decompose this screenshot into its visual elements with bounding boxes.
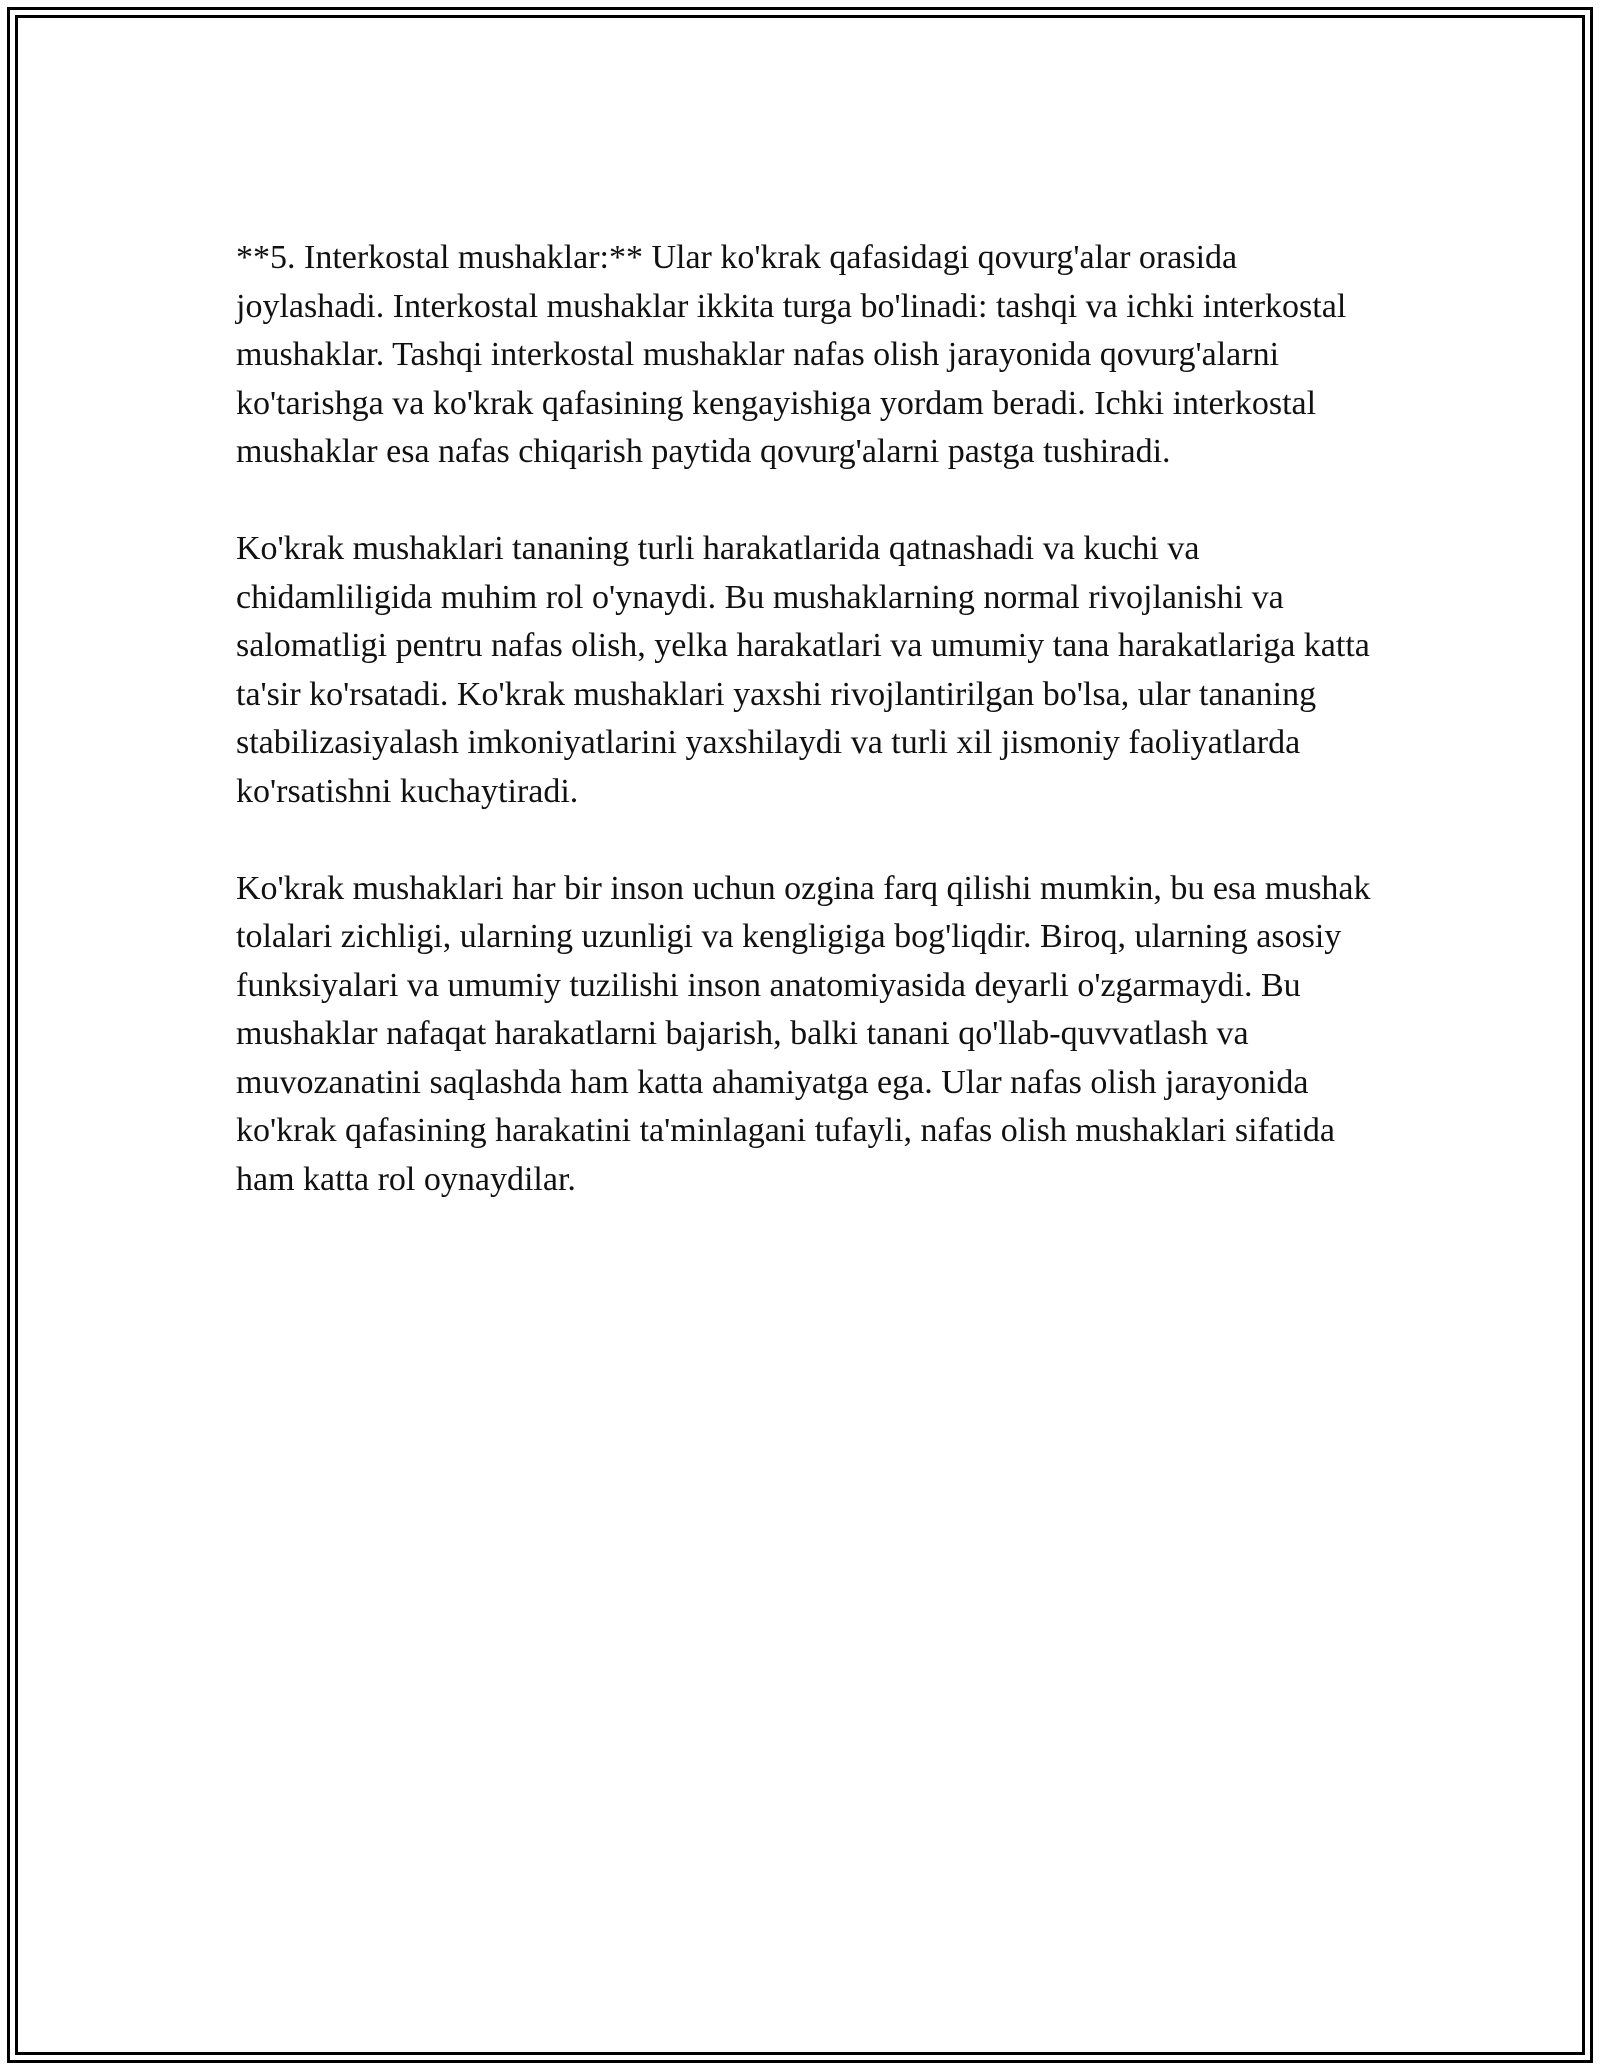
- paragraph-kokrak-mushaklari-farqi: Ko'krak mushaklari har bir inson uchun ozgina farq qilishi mumkin, bu esa mushak tolalari zichligi, ularning uzunligi va kengligiga bog'liqdir. Biroq, ularning asosiy funksiyalari va umumiy tuzilishi inson anatomiyasida deyarli o'zgarmaydi. Bu mushaklar nafaqat harakatlarni bajarish, balki tanani qo'llab-quvvatlash va muvozanatini saqlashda ham katta ahamiyatga ega. Ular nafas olish jarayonida ko'krak qafasining harakatini ta'minlagani tufayli, nafas olish mushaklari sifatida ham katta rol oynaydilar.: [236, 869, 1371, 1198]
- paragraph-kokrak-mushaklari-ahamiyati: Ko'krak mushaklari tananing turli harakatlarida qatnashadi va kuchi va chidamliligida muhim rol o'ynaydi. Bu mushaklarning normal rivojlanishi va salomatligi pentru nafas olish, yelka harakatlari va umumiy tana harakatlariga katta ta'sir ko'rsatadi. Ko'krak mushaklari yaxshi rivojlantirilgan bo'lsa, ular tananing stabilizasiyalash imkoniyatlarini yaxshilaydi va turli xil jismoniy faoliyatlarda ko'rsatishni kuchaytiradi.: [236, 530, 1370, 810]
- document-body: [236, 234, 1376, 1253]
- paragraph-interkostal-mushaklar: **5. Interkostal mushaklar:** Ular ko'krak qafasidagi qovurg'alar orasida joylashadi. Interkostal mushaklar ikkita turga bo'linadi: tashqi va ichki interkostal mushaklar. Tashqi interkostal mushaklar nafas olish jarayonida qovurg'alarni ko'tarishga va ko'krak qafasining kengayishiga yordam beradi. Ichki interkostal mushaklar esa nafas chiqarish paytida qovurg'alarni pastga tushiradi.: [236, 239, 1347, 470]
